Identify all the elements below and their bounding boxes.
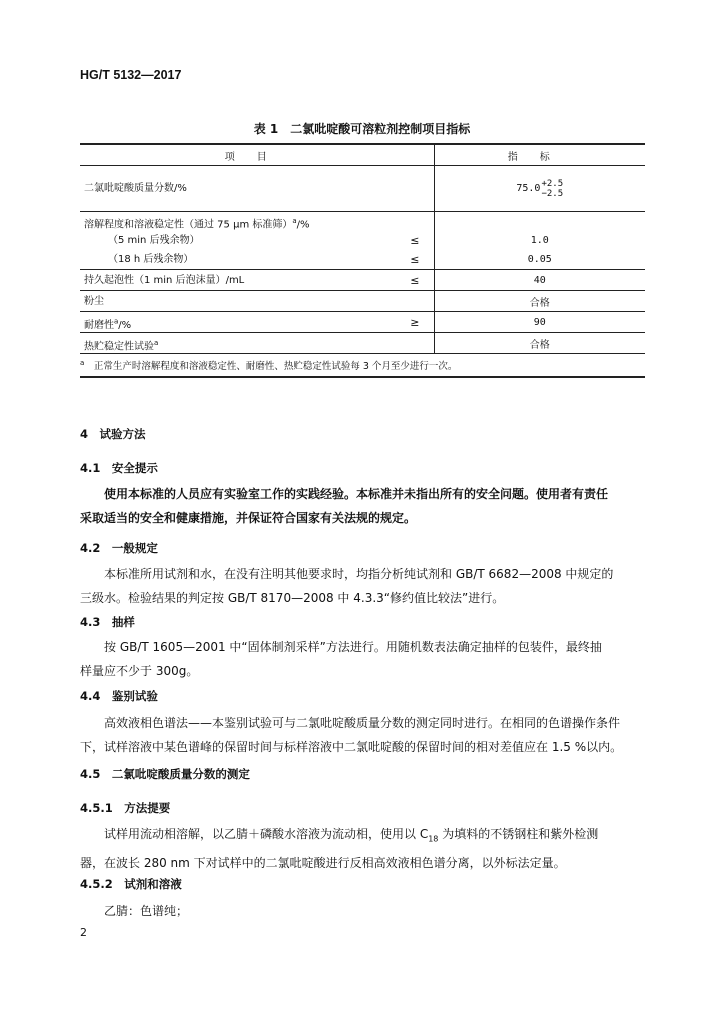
solution-sub2-cmp: ≤ <box>410 253 420 266</box>
solution-sub2-value: 0.05 <box>527 254 552 265</box>
table-title: 表 1 二氯吡啶酸可溶粒剂控制项目指标 <box>253 122 471 136</box>
attrition-value: 90 <box>434 312 645 333</box>
solution-label: 溶解程度和溶液稳定性（通过 75 μm 标准筛）$^a$/% <box>84 217 310 231</box>
foam-label: 持久起泡性（1 min 后泡沫量）/mL <box>84 274 245 286</box>
table-header-row <box>80 144 645 166</box>
dust-label: 粉尘 <box>84 295 104 307</box>
section-4-2-heading: 4.2 一般规定 <box>80 541 158 555</box>
section-4-3-body: 按 GB/T 1605—2001 中“固体制剂采样”方法进行。用随机数表法确定抽样的包装件，最终抽 样量应不少于 300g。 <box>80 640 602 678</box>
solution-sub1-cmp: ≤ <box>410 234 420 247</box>
section-4-5-1-heading: 4.5.1 方法提要 <box>80 801 171 815</box>
foam-cmp: ≤ <box>410 273 420 287</box>
col-header-item: 项目 <box>80 144 434 166</box>
standard-code: HG/T 5132—2017 <box>80 68 182 82</box>
attrition-label: 耐磨性$^a$/% <box>84 317 132 331</box>
section-4-2-body: 本标准所用试剂和水，在没有注明其他要求时，均指分析纯试剂和 GB/T 6682—2008 中规定的 三级水。检验结果的判定按 GB/T 8170—2008 中 4.3.3“修约值比较法”进行。 <box>80 567 614 605</box>
table-footnote-row <box>80 354 645 378</box>
attrition-cmp: ≥ <box>410 315 420 329</box>
table-row-solution-stability <box>80 212 645 270</box>
foam-value: 40 <box>434 270 645 291</box>
table-row-assay <box>80 166 645 212</box>
section-4-5-2-heading: 4.5.2 试剂和溶液 <box>80 877 182 891</box>
page-number: 2 <box>80 926 87 939</box>
solution-sub2: （18 h 后残余物） <box>108 254 194 265</box>
storage-label: 热贮稳定性试验$^a$ <box>84 338 159 352</box>
section-4-1-heading: 4.1 安全提示 <box>80 461 158 475</box>
col-header-value: 指标 <box>434 144 645 166</box>
storage-value: 合格 <box>434 333 645 354</box>
section-4-5-1-body: 试样用流动相溶解，以乙腈＋磷酸水溶液为流动相，使用以 $C_{18}$ 为填料的不锈钢柱和紫外检测 器，在波长 280 nm 下对试样中的二氯吡啶酸进行反相高效液相色谱分离，以外标法定量。 <box>80 827 599 871</box>
section-4-4-body: 高效液相色谱法——本鉴别试验可与二氯吡啶酸质量分数的测定同时进行。在相同的色谱操作条件 下，试样溶液中某色谱峰的保留时间与标样溶液中二氯吡啶酸的保留时间的相对差值应在 1.5 %以内。 <box>80 716 623 754</box>
section-4-heading: 4 试验方法 <box>80 427 146 441</box>
section-4-5-heading: 4.5 二氯吡啶酸质量分数的测定 <box>80 767 250 781</box>
assay-value: 75.0 +2.5 −2.5 <box>516 178 564 199</box>
section-4-3-heading: 4.3 抽样 <box>80 615 135 629</box>
section-4-4-heading: 4.4 鉴别试验 <box>80 689 158 703</box>
spec-table <box>80 143 645 378</box>
assay-label: 二氯吡啶酸质量分数/% <box>84 183 187 194</box>
table-footnote: $^a$ 正常生产时溶解程度和溶液稳定性、耐磨性、热贮稳定性试验每 3 个月至少进行一次。 <box>80 354 645 378</box>
section-4-1-body: 使用本标准的人员应有实验室工作的实践经验。本标准并未指出所有的安全问题。使用者有责任 采取适当的安全和健康措施，并保证符合国家有关法规的规定。 <box>80 487 609 525</box>
table-row-dust <box>80 291 645 312</box>
section-4-5-2-body: 乙腈：色谱纯； <box>104 904 189 918</box>
table-row-storage <box>80 333 645 354</box>
solution-sub1-value: 1.0 <box>530 235 549 246</box>
table-row-foam <box>80 270 645 291</box>
table-row-attrition <box>80 312 645 333</box>
dust-value: 合格 <box>434 291 645 312</box>
solution-sub1: （5 min 后残余物） <box>108 235 200 246</box>
